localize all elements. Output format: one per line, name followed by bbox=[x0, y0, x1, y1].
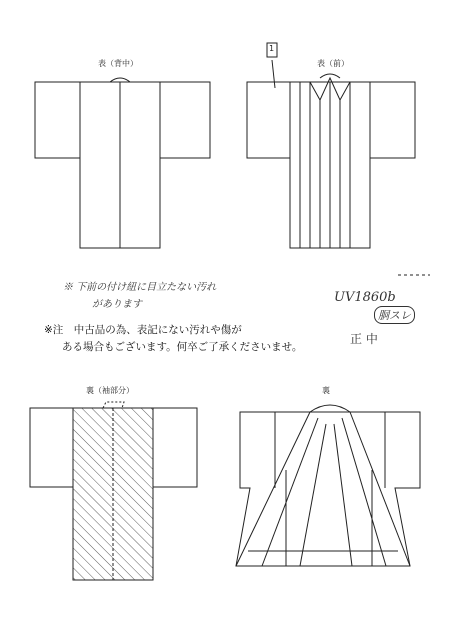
marker-leader-line bbox=[272, 60, 275, 88]
kimono-lining-sleeve-view bbox=[30, 402, 197, 580]
handwritten-note-line1: ※ 下前の付け紐に目立たない汚れ bbox=[63, 282, 217, 293]
label-lining: 裏 bbox=[322, 386, 330, 395]
label-front-front: 表（前） bbox=[317, 59, 349, 68]
handwritten-item-code: UV1860b bbox=[334, 290, 396, 305]
label-lining-sleeve: 裏（袖部分） bbox=[86, 386, 134, 395]
notice-line2: ある場合もございます。何卒ご了承くださいませ。 bbox=[62, 341, 303, 353]
notice-line1: ※注 中古品の為、表記にない汚れや傷が bbox=[44, 324, 242, 336]
handwritten-tag: 胴スレ bbox=[374, 306, 415, 324]
handwritten-stamp: 正 中 bbox=[350, 332, 378, 346]
marker-number: 1 bbox=[269, 44, 275, 53]
kimono-front-view bbox=[247, 43, 415, 248]
kimono-back-view bbox=[35, 78, 210, 248]
handwritten-note-line2: があります bbox=[92, 299, 142, 310]
kimono-lining-view bbox=[236, 405, 420, 566]
label-front-back: 表（背中） bbox=[98, 59, 138, 68]
